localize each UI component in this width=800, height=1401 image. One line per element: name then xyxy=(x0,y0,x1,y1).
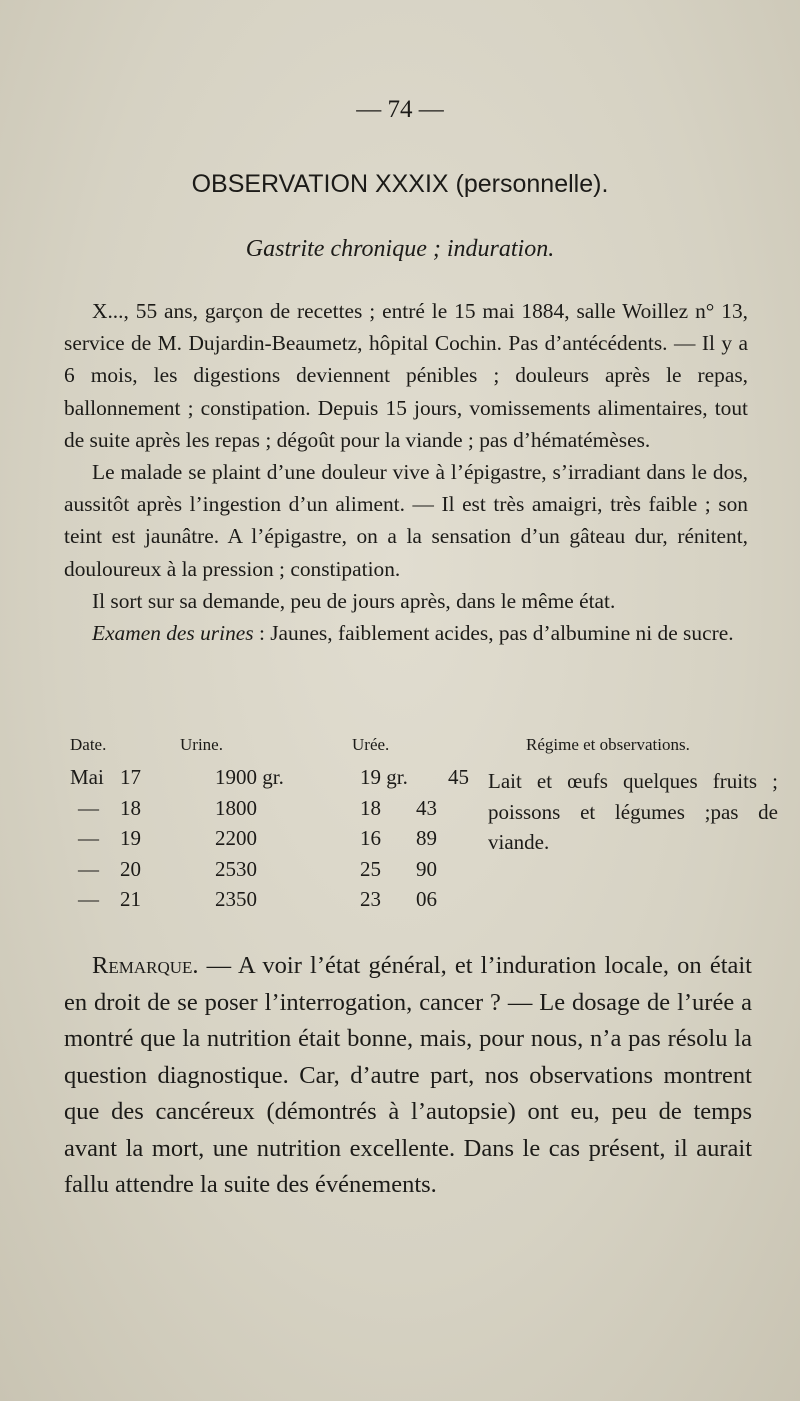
uree-integer: 19 gr. xyxy=(360,765,408,789)
uree-decimal: 43 xyxy=(416,795,437,820)
urine-volume: 2350 xyxy=(215,887,257,911)
paragraph-symptoms: Le malade se plaint d’une douleur vive à l’épigastre, s’irradiant dans le dos, aussitôt après l’ingestion d’un aliment. — Il est très amaigri, très faible ; son teint est jaunâtre. A l’épigastre, on a la sensation d’un gâteau dur, rénitent, douloureux à la pression ; constipation. xyxy=(64,460,748,581)
paragraph-urine-exam xyxy=(64,617,748,649)
case-description xyxy=(64,295,748,649)
uree-integer: 25 xyxy=(360,856,381,881)
date-month: — xyxy=(78,795,99,820)
date-day: 20 xyxy=(120,856,141,881)
remarque-label: Remarque. xyxy=(92,952,199,979)
remarque-text: — A voir l’état général, et l’induration locale, on était en droit de se poser l’interrogation, cancer ? — Le dosage de l’urée a montré que la nutrition était bonne, mais, pour nous, n’a pas résolu la question diagnostique. Car, d’autre part, nos observations montrent que des cancéreux (démontrés à l’autopsie) ont eu, peu de temps avant la mort, une nutrition excellente. Dans le cas présent, il aurait fallu attendre la suite des événements. xyxy=(64,952,752,1198)
observation-subtitle: Gastrite chronique ; induration. xyxy=(245,236,555,262)
paragraph-discharge: Il sort sur sa demande, peu de jours après, dans le même état. xyxy=(92,588,616,613)
date-month: Mai xyxy=(70,765,104,789)
date-month: — xyxy=(78,887,99,911)
table-row xyxy=(70,857,770,887)
uree-integer: 16 xyxy=(360,826,381,850)
remarque-paragraph xyxy=(64,948,752,1204)
uree-decimal: 90 xyxy=(416,856,437,881)
date-day: 17 xyxy=(120,765,141,789)
uree-decimal: 89 xyxy=(416,826,437,850)
header-date: Date. xyxy=(70,735,107,754)
urine-volume: 2530 xyxy=(215,856,257,881)
page-number: — 74 — xyxy=(356,96,444,123)
date-day: 19 xyxy=(120,826,141,850)
date-month: — xyxy=(78,826,99,850)
urine-exam-text: : Jaunes, faiblement acides, pas d’albumine ni de sucre. xyxy=(253,621,734,646)
uree-integer: 23 xyxy=(360,887,381,911)
regime-observations: Lait et œufs quelques fruits ; poissons et légumes ;pas de viande. xyxy=(488,769,778,854)
urine-volume: 1800 xyxy=(215,795,257,820)
urine-volume: 1900 gr. xyxy=(215,765,284,789)
uree-integer: 18 xyxy=(360,795,381,820)
urine-exam-label: Examen des urines xyxy=(92,621,254,646)
header-urine: Urine. xyxy=(180,735,223,754)
table-row xyxy=(70,887,770,917)
date-month: — xyxy=(78,856,99,881)
date-day: 18 xyxy=(120,795,141,820)
header-uree: Urée. xyxy=(352,735,390,754)
observation-title: OBSERVATION XXXIX (personnelle). xyxy=(191,170,609,198)
urine-volume: 2200 xyxy=(215,826,257,850)
uree-decimal: 45 xyxy=(448,765,469,789)
paragraph-history: X..., 55 ans, garçon de recettes ; entré le 15 mai 1884, salle Woillez n° 13, service de M. Dujardin-Beaumetz, hôpital Cochin. Pas d’antécédents. — Il y a 6 mois, les digestions deviennent pénibles ; douleurs après le repas, ballonnement ; constipation. Depuis 15 jours, vomissements alimentaires, tout de suite après les repas ; dégoût pour la viande ; pas d’hématémèses. xyxy=(64,299,748,452)
uree-decimal: 06 xyxy=(416,887,437,911)
header-regime: Régime et observations. xyxy=(526,735,690,754)
date-day: 21 xyxy=(120,887,141,911)
